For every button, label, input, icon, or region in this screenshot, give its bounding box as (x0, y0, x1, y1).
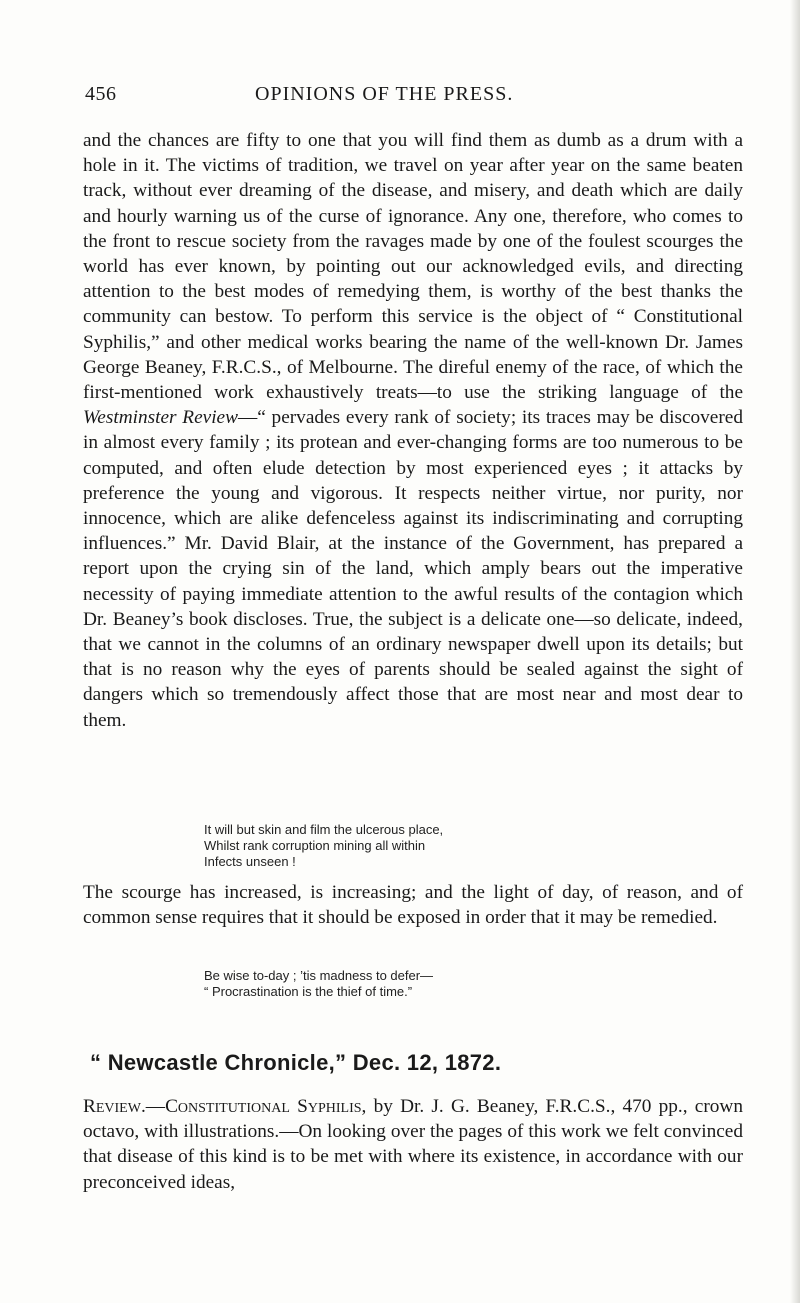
paragraph-scourge: The scourge has increased, is increasing; and the light of day, of reason, and of common sense requires that it should be exposed in order that it may be remedied. (83, 882, 743, 929)
paragraph-opening (83, 128, 743, 733)
verse-line: “ Procrastination is the thief of time.” (204, 984, 413, 999)
verse-quote-hamlet (204, 822, 443, 870)
verse-line: It will but skin and film the ulcerous place, (204, 822, 444, 837)
book-title-small-caps: Constitutional Syphilis, (165, 1096, 367, 1117)
section-heading-newcastle-chronicle: “ Newcastle Chronicle,” Dec. 12, 1872. (90, 1050, 502, 1075)
paragraph-review (83, 1094, 743, 1195)
journal-title-westminster-review: Westminster Review (83, 407, 238, 429)
running-head (85, 83, 741, 109)
paragraph-opening-text-b: —“ pervades every rank of society; its traces may be discovered in almost every family ; its protean and ever-changing forms are too numerous to be computed, and often elude detection by most experienced eyes ; it attacks by preference the young and vigorous. It respects neither virtue, nor purity, nor innocence, which are alike defenceless against its indiscriminating and corrupting influences.” Mr. David Blair, at the instance of the Government, has prepared a report upon the crying sin of the land, which amply bears out the imperative necessity of paying immediate attention to the awful results of the contagion which Dr. Beaney’s book discloses. True, the subject is a delicate one—so delicate, indeed, that we cannot in the columns of an ordinary newspaper dwell upon its details; but that is no reason why the eyes of parents should be sealed against the sight of dangers which so tremendously affect those that are most near and most dear to them. (83, 407, 743, 731)
page-number: 456 (85, 83, 117, 105)
review-dash: — (145, 1096, 166, 1117)
verse-line: Infects unseen ! (204, 854, 296, 869)
verse-quote-procrastination (204, 968, 433, 1000)
paragraph-review-text: by Dr. J. G. Beaney, F.R.C.S., 470 pp., crown octavo, with illustrations.—On looking over the pages of this work we felt convinced that disease of this kind is to be met with where its existence, in accordance with our preconceived ideas, (83, 1096, 743, 1193)
page-edge-shadow (790, 0, 800, 1303)
review-label: Review. (83, 1096, 146, 1117)
verse-line: Whilst rank corruption mining all within (204, 838, 426, 853)
running-title: OPINIONS OF THE PRESS. (255, 83, 514, 105)
verse-line: Be wise to-day ; ’tis madness to defer— (204, 968, 434, 983)
paragraph-opening-text-a: and the chances are fifty to one that you will find them as dumb as a drum with a hole in it. The victims of tradition, we travel on year after year on the same beaten track, without ever dreaming of the disease, and misery, and death which are daily and hourly warning us of the curse of ignorance. Any one, therefore, who comes to the front to rescue society from the ravages made by one of the foulest scourges the world has ever known, by pointing out our acknowledged evils, and directing attention to the best modes of remedying them, is worthy of the best thanks the community can bestow. To perform this service is the object of “ Constitutional Syphilis,” and other medical works bearing the name of the well-known Dr. James George Beaney, F.R.C.S., of Melbourne. The direful enemy of the race, of which the first-mentioned work exhaustively treats—to use the striking language of the (83, 130, 743, 404)
